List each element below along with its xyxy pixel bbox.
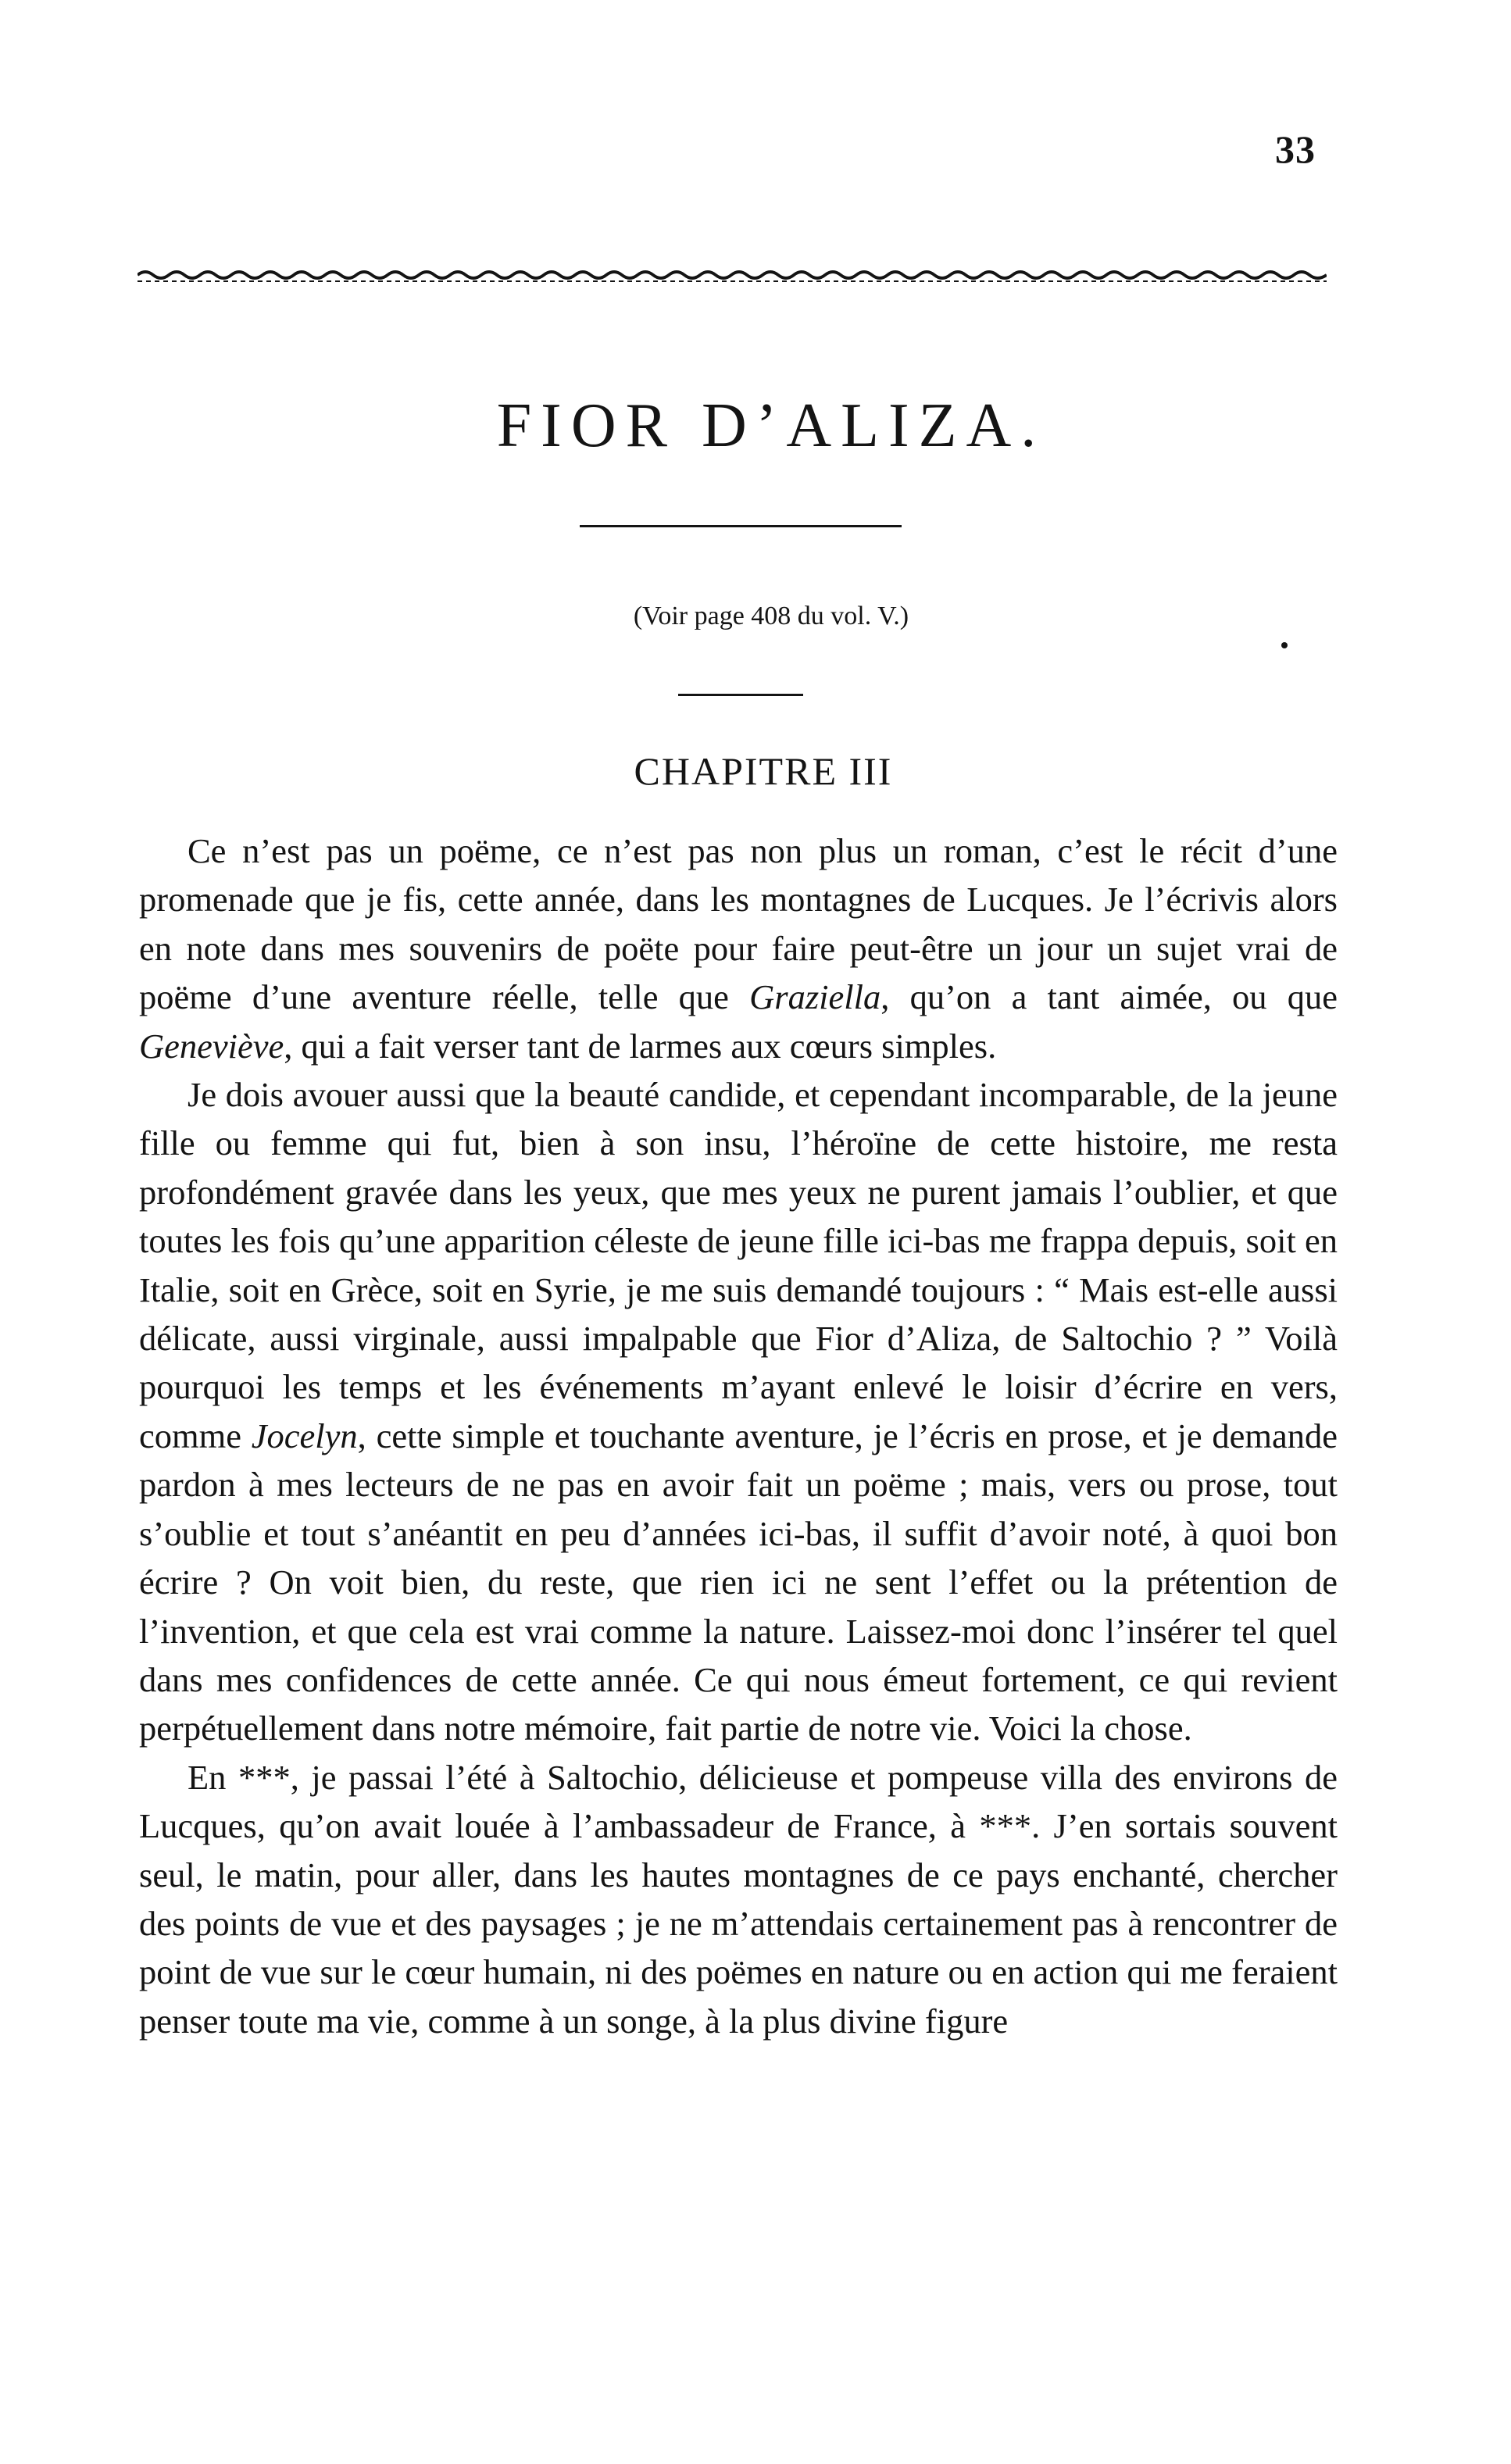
title-jocelyn: Jocelyn: [251, 1416, 358, 1455]
chapter-heading: CHAPITRE III: [634, 749, 893, 793]
paragraph-2: [139, 1070, 1338, 1753]
page-number: 33: [1275, 127, 1316, 171]
decorative-rule: [138, 264, 1327, 291]
title-graziella: Graziella: [749, 977, 881, 1017]
chapter-body: [139, 827, 1338, 2045]
paragraph-1-text: , qu’on a tant aimée, ou que: [881, 977, 1338, 1017]
section-divider: [678, 694, 803, 696]
title-divider: [580, 525, 902, 527]
paragraph-2-text: Je dois avouer aussi que la beauté candide, et cependant incomparable, de la jeune fille ou femme qui fut, bien à son insu, l’héroïne de cette histoire, me resta profondément gravée dans les yeux, que mes yeux ne purent jamais l’oublier, et que toutes les fois qu’une apparition céleste de jeune fille ici-bas me frappa depuis, soit en Italie, soit en Grèce, soit en Syrie, je me suis demandé toujours : “ Mais est-elle aussi délicate, aussi virginale, aussi impalpable que Fior d’Aliza, de Saltochio ? ” Voilà pourquoi les temps et les événements m’ayant enlevé le loisir d’écrire en vers, comme: [139, 1075, 1338, 1455]
title-genevieve: Geneviève: [139, 1026, 284, 1066]
paragraph-3: [139, 1753, 1338, 2045]
paragraph-1-text: , qui a fait verser tant de larmes aux cœurs simples.: [284, 1026, 997, 1066]
printed-dot: [1281, 642, 1288, 648]
paragraph-1-text: Ce n’est pas un poëme, ce n’est pas non plus un roman, c’est le récit d’une promenade que je fis, cette année, dans les montagnes de Lucques. Je l’écrivis alors en note dans mes souvenirs de poëte pour faire peut-être un jour un sujet vrai de poëme d’une aventure réelle, telle que: [139, 831, 1338, 1017]
paragraph-2-text: , cette simple et touchante aventure, je l’écris en prose, et je demande pardon à mes lecteurs de ne pas en avoir fait un poëme ; mais, vers ou prose, tout s’oublie et tout s’anéantit en peu d’années ici-bas, il suffit d’avoir noté, à quoi bon écrire ? On voit bien, du reste, que rien ici ne sent l’effet ou la prétention de l’invention, et que cela est vrai comme la nature. Laissez-moi donc l’insérer tel quel dans mes confidences de cette année. Ce qui nous émeut fortement, ce qui revient perpétuellement dans notre mémoire, fait partie de notre vie. Voici la chose.: [139, 1416, 1338, 1748]
volume-reference: (Voir page 408 du vol. V.): [633, 602, 909, 630]
page-title: FIOR D’ALIZA.: [496, 391, 1046, 460]
paragraph-1: [139, 827, 1338, 1070]
paragraph-3-text: En ***, je passai l’été à Saltochio, délicieuse et pompeuse villa des environs de Lucques, qu’on avait louée à l’ambassadeur de France, à ***. J’en sortais souvent seul, le matin, pour aller, dans les hautes montagnes de ce pays enchanté, chercher des points de vue et des paysages ; je ne m’attendais certainement pas à rencontrer de point de vue sur le cœur humain, ni des poëmes en nature ou en action qui me feraient penser toute ma vie, comme à un songe, à la plus divine figure: [139, 1757, 1338, 2041]
